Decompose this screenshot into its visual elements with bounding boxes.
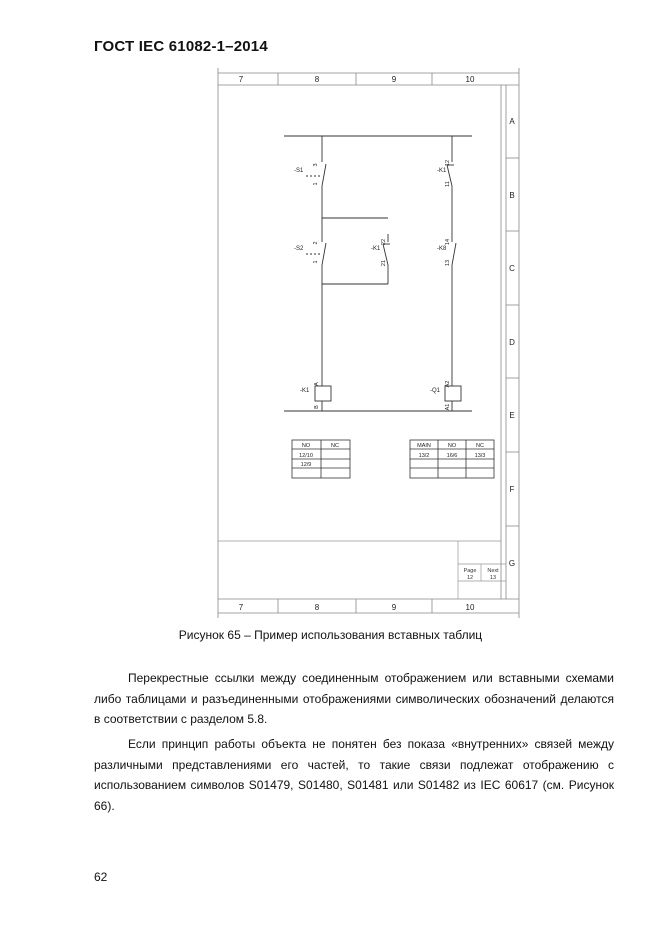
row-label: G: [508, 559, 516, 568]
column-label-top: 10: [465, 75, 475, 84]
k1-coil-symbol: [315, 386, 331, 401]
next-value: 13: [489, 575, 497, 581]
document-standard-header: ГОСТ IEC 61082-1–2014: [94, 38, 268, 55]
table-cell: 16/6: [446, 453, 458, 459]
row-label: C: [509, 264, 515, 273]
terminal-number: 2: [313, 241, 319, 245]
column-label-bottom: 9: [391, 603, 397, 612]
terminal-number: 22: [381, 238, 387, 246]
table-header-cell: NC: [331, 443, 339, 449]
terminal-number: A1: [445, 403, 451, 411]
row-label: B: [509, 191, 515, 200]
row-label: E: [509, 411, 515, 420]
table-cell: 13/2: [418, 453, 430, 459]
k1-coil-label: -K1: [300, 388, 310, 394]
s1-label: -S1: [294, 168, 304, 174]
k1-left-contact-label: -K1: [371, 246, 381, 252]
circuit-diagram: [216, 68, 521, 618]
terminal-number: 1: [313, 182, 319, 186]
q1-coil-label: -Q1: [430, 388, 441, 394]
terminal-number: 14: [445, 238, 451, 246]
table-header-cell: NO: [301, 443, 311, 449]
page-label: Page: [463, 568, 477, 574]
terminal-number: 1: [313, 260, 319, 264]
column-label-top: 7: [238, 75, 244, 84]
body-paragraph: Перекрестные ссылки между соединенным отображением или вставными схемами либо таблицами и разъединенными отображениями символических обозначений делаются в соответствии с разделом 5.8.: [94, 671, 614, 726]
body-paragraph: Если принцип работы объекта не понятен без показа «внутренних» связей между различными представлениями его частей, то такие связи подлежат отображению с использованием символов S01479, S01480, S01481 или S01482 из IEC 60617 (см. Рисунок 66).: [94, 737, 614, 813]
insert-table-right: [410, 440, 494, 478]
row-label: A: [509, 117, 515, 126]
row-label: F: [509, 485, 515, 494]
terminal-number: B: [314, 405, 320, 409]
s2-label: -S2: [294, 246, 304, 252]
column-label-bottom: 10: [465, 603, 475, 612]
insert-table-left: [292, 440, 350, 478]
column-label-bottom: 8: [314, 603, 320, 612]
k1-right-contact-label: -K1: [437, 168, 447, 174]
column-label-top: 9: [391, 75, 397, 84]
terminal-number: 12: [445, 159, 451, 167]
figure-caption: Рисунок 65 – Пример использования вставных таблиц: [178, 628, 483, 642]
table-cell: 13/3: [474, 453, 486, 459]
page-value: 12: [466, 575, 474, 581]
table-cell: 12/10: [299, 453, 313, 459]
next-label: Next: [487, 568, 499, 574]
column-label-bottom: 7: [238, 603, 244, 612]
k8-label: -K8: [437, 246, 447, 252]
row-label: D: [509, 338, 515, 347]
terminal-number: 21: [381, 259, 387, 267]
terminal-number: 13: [445, 259, 451, 267]
table-header-cell: MAIN: [417, 443, 431, 449]
column-label-top: 8: [314, 75, 320, 84]
table-header-cell: NC: [476, 443, 484, 449]
page-number: 62: [94, 870, 108, 884]
terminal-number: A: [314, 382, 320, 386]
title-block: [218, 541, 506, 599]
terminal-number: A2: [445, 380, 451, 388]
table-header-cell: NO: [447, 443, 457, 449]
terminal-number: 3: [313, 163, 319, 167]
table-cell: 12/9: [300, 462, 312, 468]
terminal-number: 11: [445, 181, 451, 187]
